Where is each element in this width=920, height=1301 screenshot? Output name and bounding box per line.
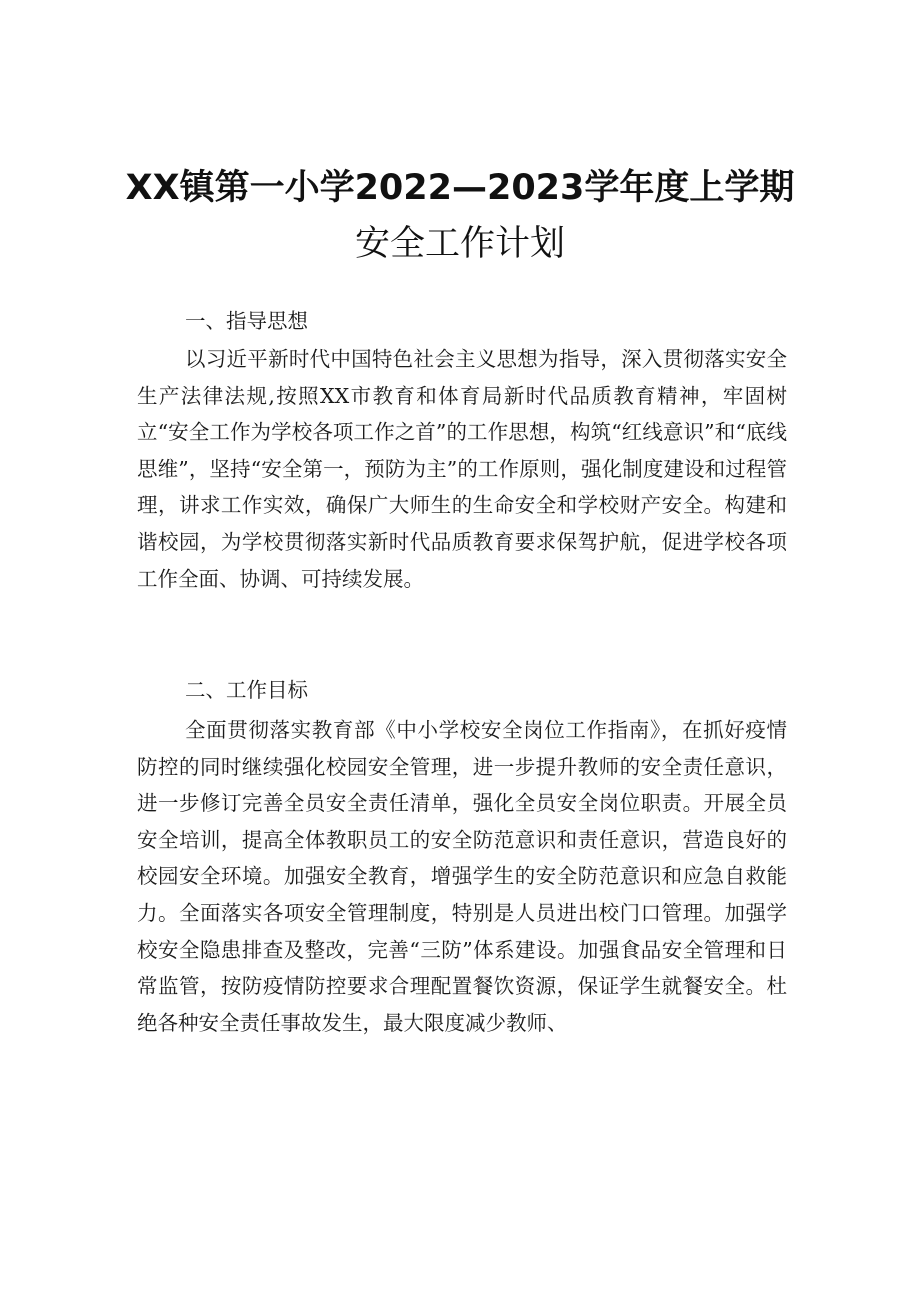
section-heading: 一、指导思想	[185, 309, 308, 333]
document-subtitle: 安全工作计划	[354, 224, 565, 264]
section-1-body	[137, 341, 787, 597]
section-heading: 二、工作目标	[185, 678, 308, 702]
section-paragraph: 以习近平新时代中国特色社会主义思想为指导，深入贯彻落实安全生产法律法规,按照XX市教育和体育局新时代品质教育精神，牢固树立“安全工作为学校各项工作之首”的工作思想，构筑“红线意识”和“底线思维”，坚持“安全第一，预防为主”的工作原则，强化制度建设和过程管理，讲求工作实效，确保广大师生的生命安全和学校财产安全。构建和谐校园，为学校贯彻落实新时代品质教育要求保驾护航，促进学校各项工作全面、协调、可持续发展。	[137, 347, 787, 591]
section-2-body	[137, 712, 787, 1041]
section-paragraph: 全面贯彻落实教育部《中小学校安全岗位工作指南》，在抓好疫情防控的同时继续强化校园安全管理，进一步提升教师的安全责任意识，进一步修订完善全员安全责任清单，强化全员安全岗位职责。开展全员安全培训，提高全体教职员工的安全防范意识和责任意识，营造良好的校园安全环境。加强安全教育，增强学生的安全防范意识和应急自救能力。全面落实各项安全管理制度，特别是人员进出校门口管理。加强学校安全隐患排查及整改，完善“三防”体系建设。加强食品安全管理和日常监管，按防疫情防控要求合理配置餐饮资源，保证学生就餐安全。杜绝各种安全责任事故发生，最大限度减少教师、	[137, 718, 787, 1035]
document-title: XX镇第一小学2022—2023学年度上学期	[125, 168, 795, 208]
section-1	[137, 301, 787, 341]
section-2	[137, 670, 787, 710]
